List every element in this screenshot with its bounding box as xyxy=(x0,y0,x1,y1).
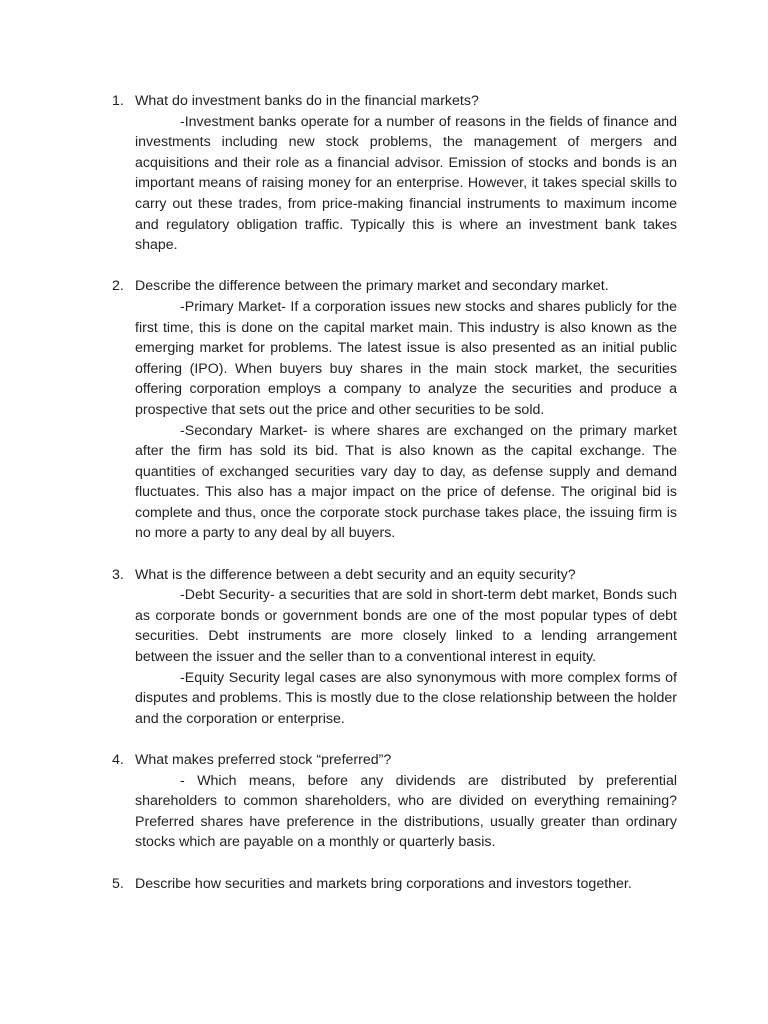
answer-paragraph: -Investment banks operate for a number of reasons in the fields of finance and investments including new stock problems, the management of mergers and acquisitions and their role as a financial advisor. Emission of stocks and bonds is an important means of raising money for an enterprise. However, it takes special skills to carry out these trades, from price-making financial instruments to maximum income and regulatory obligation traffic. Typically this is where an investment bank takes shape. xyxy=(135,113,677,254)
question-number: 5. xyxy=(112,875,124,892)
question-text: What is the difference between a debt security and an equity security? xyxy=(135,566,576,583)
question-text: What makes preferred stock “preferred”? xyxy=(135,752,392,768)
answer-paragraph: -Primary Market- If a corporation issues new stocks and shares publicly for the first time, this is done on the capital market main. This industry is also known as the emerging market for problems. The latest issue is also presented as an initial public offering (IPO). When buyers buy shares in the main stock market, the securities offering corporation employs a company to analyze the securities and produce a prospective that sets out the price and other securities to be sold. xyxy=(135,298,677,418)
answer-paragraph: -Debt Security- a securities that are sold in short-term debt market, Bonds such as corporate bonds or government bonds are one of the most popular types of debt securities. Debt instruments are more closely linked to a lending arrangement between the issuer and the seller than to a conventional interest in equity. xyxy=(135,587,677,666)
question-number: 1. xyxy=(112,93,124,109)
question-text: What do investment banks do in the financial markets? xyxy=(135,93,479,109)
question-number: 4. xyxy=(112,752,124,768)
question-item-3 xyxy=(0,565,768,730)
question-number: 2. xyxy=(112,278,124,295)
question-item-4 xyxy=(0,750,768,853)
question-text: Describe how securities and markets bring corporations and investors together. xyxy=(135,875,632,892)
question-number: 3. xyxy=(112,566,124,583)
question-item-2 xyxy=(0,276,768,544)
question-text: Describe the difference between the primary market and secondary market. xyxy=(135,278,609,295)
question-item-5 xyxy=(0,874,768,895)
question-item-1 xyxy=(0,91,768,256)
answer-paragraph: -Secondary Market- is where shares are exchanged on the primary market after the firm has sold its bid. That is also known as the capital exchange. The quantities of exchanged securities vary day to day, as defense supply and demand fluctuates. This also has a major impact on the price of defense. The original bid is complete and thus, once the corporate stock purchase takes place, the issuing firm is no more a party to any deal by all buyers. xyxy=(135,422,677,542)
answer-paragraph: - Which means, before any dividends are distributed by preferential shareholders to common shareholders, who are divided on everything remaining? Preferred shares have preference in the distributions, usually greater than ordinary stocks which are payable on a monthly or quarterly basis. xyxy=(135,772,677,851)
answer-paragraph: -Equity Security legal cases are also synonymous with more complex forms of disputes and problems. This is mostly due to the close relationship between the holder and the corporation or enterprise. xyxy=(135,669,677,727)
question-list xyxy=(0,91,768,915)
